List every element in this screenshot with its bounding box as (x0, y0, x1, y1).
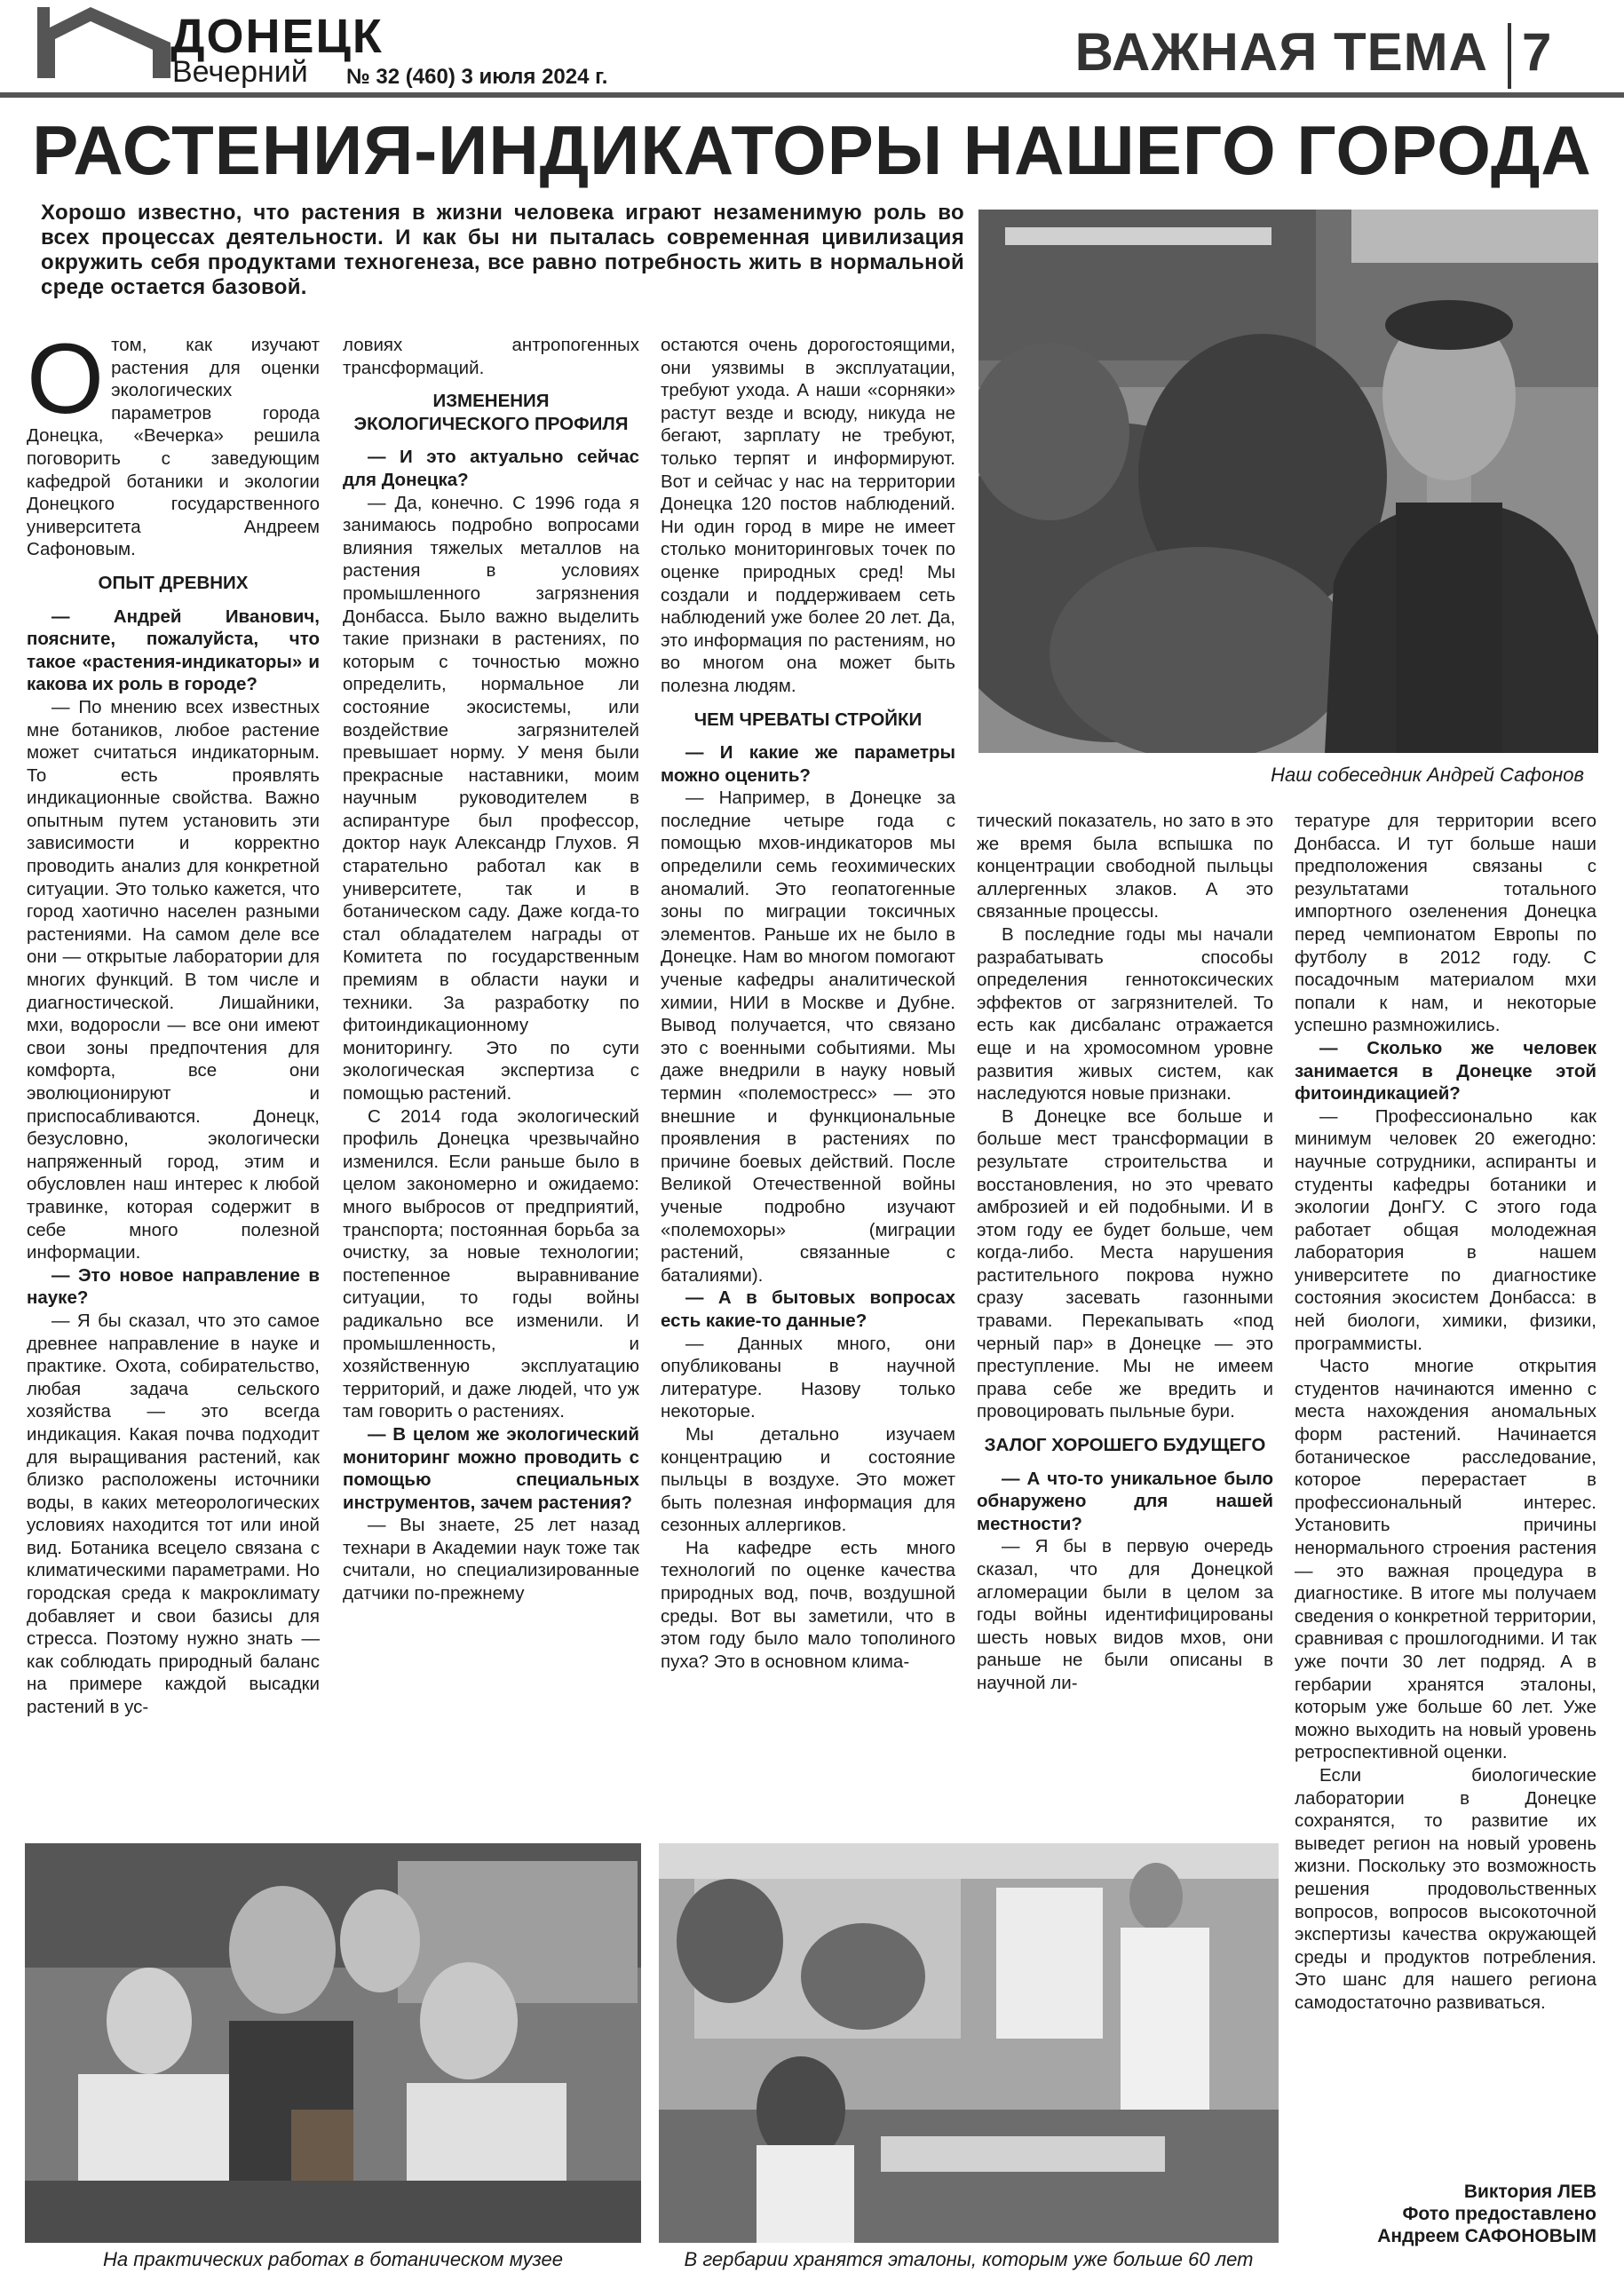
answer-6: — Данных много, они опубликованы в научной литературе. Назову только некоторые. (661, 1333, 955, 1422)
article-column-4 (977, 810, 1273, 1695)
question-1: — Андрей Иванович, поясните, пожалуйста, что такое «растения-индикаторы» и какова их роль в городе? (27, 606, 320, 695)
subheading-2: ИЗМЕНЕНИЯ ЭКОЛОГИЧЕСКОГО ПРОФИЛЯ (353, 391, 629, 434)
author-name: Виктория ЛЕВ (1463, 2182, 1596, 2202)
main-photo-caption: Наш собеседник Андрей Сафонов (1271, 764, 1584, 786)
logo-name: ДОНЕЦК (170, 10, 384, 63)
paragraph-continued: тературе для территории всего Донбасса. И тут больше наши предположения связаны с результатами тотального импортного озеленения Донецка перед чемпионатом Европы по футболу в 2012 году. С посадочным материалом мхи попали к нам, и некоторые успешно размножились. (1295, 811, 1596, 1036)
question-4: — В целом же экологический мониторинг можно проводить с помощью специальных инструментов, зачем растения? (343, 1423, 639, 1513)
question-8: — Сколько же человек занимается в Донецке этой фитоиндикацией? (1295, 1037, 1596, 1105)
drop-cap: О (27, 323, 105, 434)
answer-6-cont: Мы детально изучаем концентрацию и состояние пыльцы в воздухе. Это может быть полезная информация для сезонных аллергиков. (661, 1423, 955, 1536)
question-7: — А что-то уникальное было обнаружено для нашей местности? (977, 1468, 1273, 1534)
answer-6-cont2: На кафедре есть много технологий по оценке качества природных вод, почв, воздушной среды. Вот вы заметили, что в этом году было мало тополиного пуха? Это в основном клима- (661, 1537, 955, 1672)
page-number: 7 (1522, 22, 1552, 82)
issue-info: № 32 (460) 3 июля 2024 г. (346, 65, 608, 89)
photo-credit-label: Фото предоставлено (1402, 2204, 1596, 2224)
article-column-5 (1295, 810, 1596, 2014)
paragraph-continued: остаются очень дорогостоящими, они уязвимы в эксплуатации, требуют ухода. А наши «сорняки» растут везде и всюду, никуда не бегают, зарплату не требуют, только терпят и информируют. Вот и сейчас у нас на территории Донецка 120 постов наблюдений. Ни один город в мире не имеет столько мониторинговых точек по оценке природных сред! Мы создали и поддерживаем сеть наблюдений уже более 20 лет. Да, это информация по растениям, но во многом она может быть полезна людям. (661, 335, 955, 696)
paragraph: Если биологические лаборатории в Донецке сохранятся, то развитие их выведет регион на новый уровень жизни. Поскольку это возможность решения продовольственных вопросов, вопросов высокоточной экспертизы качества окружающей среды и продуктов потребления. Это шанс для нашего региона самодостаточно развиваться. (1295, 1764, 1596, 2013)
question-2: — Это новое направление в науке? (27, 1264, 320, 1309)
header-rule (0, 92, 1624, 98)
article-headline: РАСТЕНИЯ-ИНДИКАТОРЫ НАШЕГО ГОРОДА (32, 111, 1592, 189)
logo-house-icon (37, 7, 170, 78)
answer-4: — Вы знаете, 25 лет назад технари в Академии наук тоже так считали, но специализированные датчики по-прежнему (343, 1515, 639, 1604)
answer-3: — Да, конечно. С 1996 года я занимаюсь подробно вопросами влияния тяжелых металлов на растения в условиях промышленного загрязнения Донбасса. Было важно выделить такие признаки в растениях, по которым с точностью можно определить, нормальное ли состояние экосистемы, или воздействие загрязнителей превышает норму. У меня были прекрасные наставники, моим научным руководителем в аспирантуре был профессор, доктор наук Александр Глухов. Я старательно работал как в университете, так и в ботаническом саду. Даже когда-то стал обладателем награды от Комитета по государственным премиям в области науки и техники. За разработку по фитоиндикационному мониторингу. Это по сути экологическая экспертиза с помощью растений. (343, 492, 639, 1104)
paragraph: В Донецке все больше и больше мест трансформации в результате строительства и восстановления, но это чревато амброзией и ей подобными. И в этом году ее будет больше, чем когда-либо. Места нарушения растительного покрова нужно сразу засевать газонными травами. Перекапывать «под черный пар» в Донецке — это преступление. Мы не имеем права себе же вредить и провоцировать пыльные бури. (977, 1105, 1273, 1422)
answer-2: — Я бы сказал, что это самое древнее направление в науке и практике. Охота, собирательство, любая задача сельского хозяйства — это всегда индикация. Какая почва подходит для выращивания растений, как близко расположены источники воды, в каких метеорологических условиях находится тот или иной вид. Ботаника всецело связана с климатическими параметрами. Но городская среда к макроклимату добавляет и свои базисы для стресса. Поэтому нужно знать — как соблюдать природный баланс на примере каждой высадки растений в ус- (27, 1310, 320, 1718)
mid-photo-caption: В гербарии хранятся эталоны, которым уже больше 60 лет (684, 2248, 1254, 2270)
answer-3-cont: С 2014 года экологический профиль Донецка чрезвычайно изменился. Если раньше было в целом закономерно и ожидаемо: много выбросов от предприятий, транспорта; постоянная борьба за очистку, за новые технологии; постепенное выравнивание ситуации, то годы войны радикально все изменили. И промышленность, и хозяйственную эксплуатацию территорий, и даже людей, что уж там говорить о растениях. (343, 1105, 639, 1422)
answer-7: — Я бы в первую очередь сказал, что для Донецкой агломерации были в целом за годы войны идентифицированы шесть новых видов мхов, они раньше не были описаны в научной ли- (977, 1536, 1273, 1693)
subheading-1: ОПЫТ ДРЕВНИХ (98, 572, 249, 593)
intro-text: том, как изучают растения для оценки экологических параметров города Донецка, «Вечерка» решила поговорить с заведующим кафедрой ботаники и экологии Донецкого государственного университета Андреем Сафоновым. (27, 335, 320, 560)
question-6: — А в бытовых вопросах есть какие-то данные? (661, 1287, 955, 1331)
answer-5: — Например, в Донецке за последние четыре года с помощью мхов-индикаторов мы определили семь геохимических аномалий. Это геопатогенные зоны по миграции токсичных элементов. Раньше их не было в Донецке. Нам во многом помогают ученые кафедры аналитической химии, НИИ в Москве и Дубне. Вывод получается, что связано это с военными событиями. Мы даже внедрили в науку новый термин «полемостресс» — это внешние и функциональные проявления в растениях по причине боевых действий. После Великой Отечественной войны ученые подробно изучают «полемохоры» (миграции растений, связанные с баталиями). (661, 788, 955, 1286)
paragraph-continued: ловиях антропогенных трансформаций. (343, 335, 639, 378)
subheading-4: ЗАЛОГ ХОРОШЕГО БУДУЩЕГО (984, 1435, 1266, 1456)
article-column-1 (27, 323, 320, 1719)
rubric-divider (1508, 23, 1511, 89)
botanical-museum-photo (25, 1843, 641, 2243)
left-photo-caption: На практических работах в ботаническом музее (103, 2248, 563, 2270)
photographer-name: Андреем САФОНОВЫМ (1377, 2226, 1596, 2246)
interview-portrait-photo (978, 210, 1598, 753)
answer-1: — По мнению всех известных мне ботаников, любое растение может считаться индикаторным. То есть проявлять индикационные свойства. Важно опытным путем установить эти зависимости и корректно проводить анализ для конкретной ситуации. Это только кажется, что город хаотично населен разными растениями. На самом деле все они — открытые лаборатории для многих функций. В том числе и диагностической. Лишайники, мхи, водоросли — все они имеют свои зоны предпочтения для комфорта, все они эволюционируют и приспосабливаются. Донецк, безусловно, экологически напряженный город, этим и обусловлен наш интерес к любой травинке, которая содержит в себе много полезной информации. (27, 696, 320, 1263)
article-column-3 (661, 334, 955, 1673)
paragraph: Часто многие открытия студентов начинаются именно с места нахождения аномальных форм растений. Начинается ботаническое расследование, которое перерастает в профессиональный интерес. Установить причины ненормального строения растения — это важная процедура в диагностике. В итоге мы получаем сведения о конкретной территории, сравнивая с прошлогодними. И так уже почти 30 лет подряд. А в гербарии хранятся эталоны, которым уже больше 60 лет. Уже можно выходить на новый уровень ретроспективной оценки. (1295, 1356, 1596, 1763)
answer-8: — Профессионально как минимум человек 20 ежегодно: научные сотрудники, аспиранты и студенты кафедры ботаники и экологии ДонГУ. С этого года работает общая молодежная лаборатория в нашем университете по диагностике состояния экосистем Донбасса: в ней биологи, химики, физики, программисты. (1295, 1105, 1596, 1354)
article-lead: Хорошо известно, что растения в жизни человека играют незаменимую роль во всех процессах деятельности. И как бы ни пыталась современная цивилизация окружить себя продуктами техногенеза, все равно потребность жить в нормальной среде остается базовой. (41, 201, 964, 299)
article-column-2 (343, 334, 639, 1605)
subheading-3: ЧЕМ ЧРЕВАТЫ СТРОЙКИ (693, 709, 923, 730)
paragraph-continued: тический показатель, но зато в это же время была вспышка по концентрации свободной пыльцы аллергенных злаков. А это связанные процессы. (977, 811, 1273, 923)
question-5: — И какие же параметры можно оценить? (661, 742, 955, 786)
rubric-title: ВАЖНАЯ ТЕМА (1074, 22, 1488, 82)
herbarium-class-photo (659, 1843, 1279, 2243)
article-credits (1295, 2181, 1596, 2247)
logo-subname: Вечерний (172, 55, 308, 89)
intro-paragraph (27, 323, 320, 561)
paragraph: В последние годы мы начали разрабатывать способы определения геннотоксических эффектов от загрязнителей. То есть как дисбаланс отражается еще и на хромосомном уровне развития живых систем, как наследуются новые признаки. (977, 923, 1273, 1105)
question-3: — И это актуально сейчас для Донецка? (343, 447, 639, 490)
